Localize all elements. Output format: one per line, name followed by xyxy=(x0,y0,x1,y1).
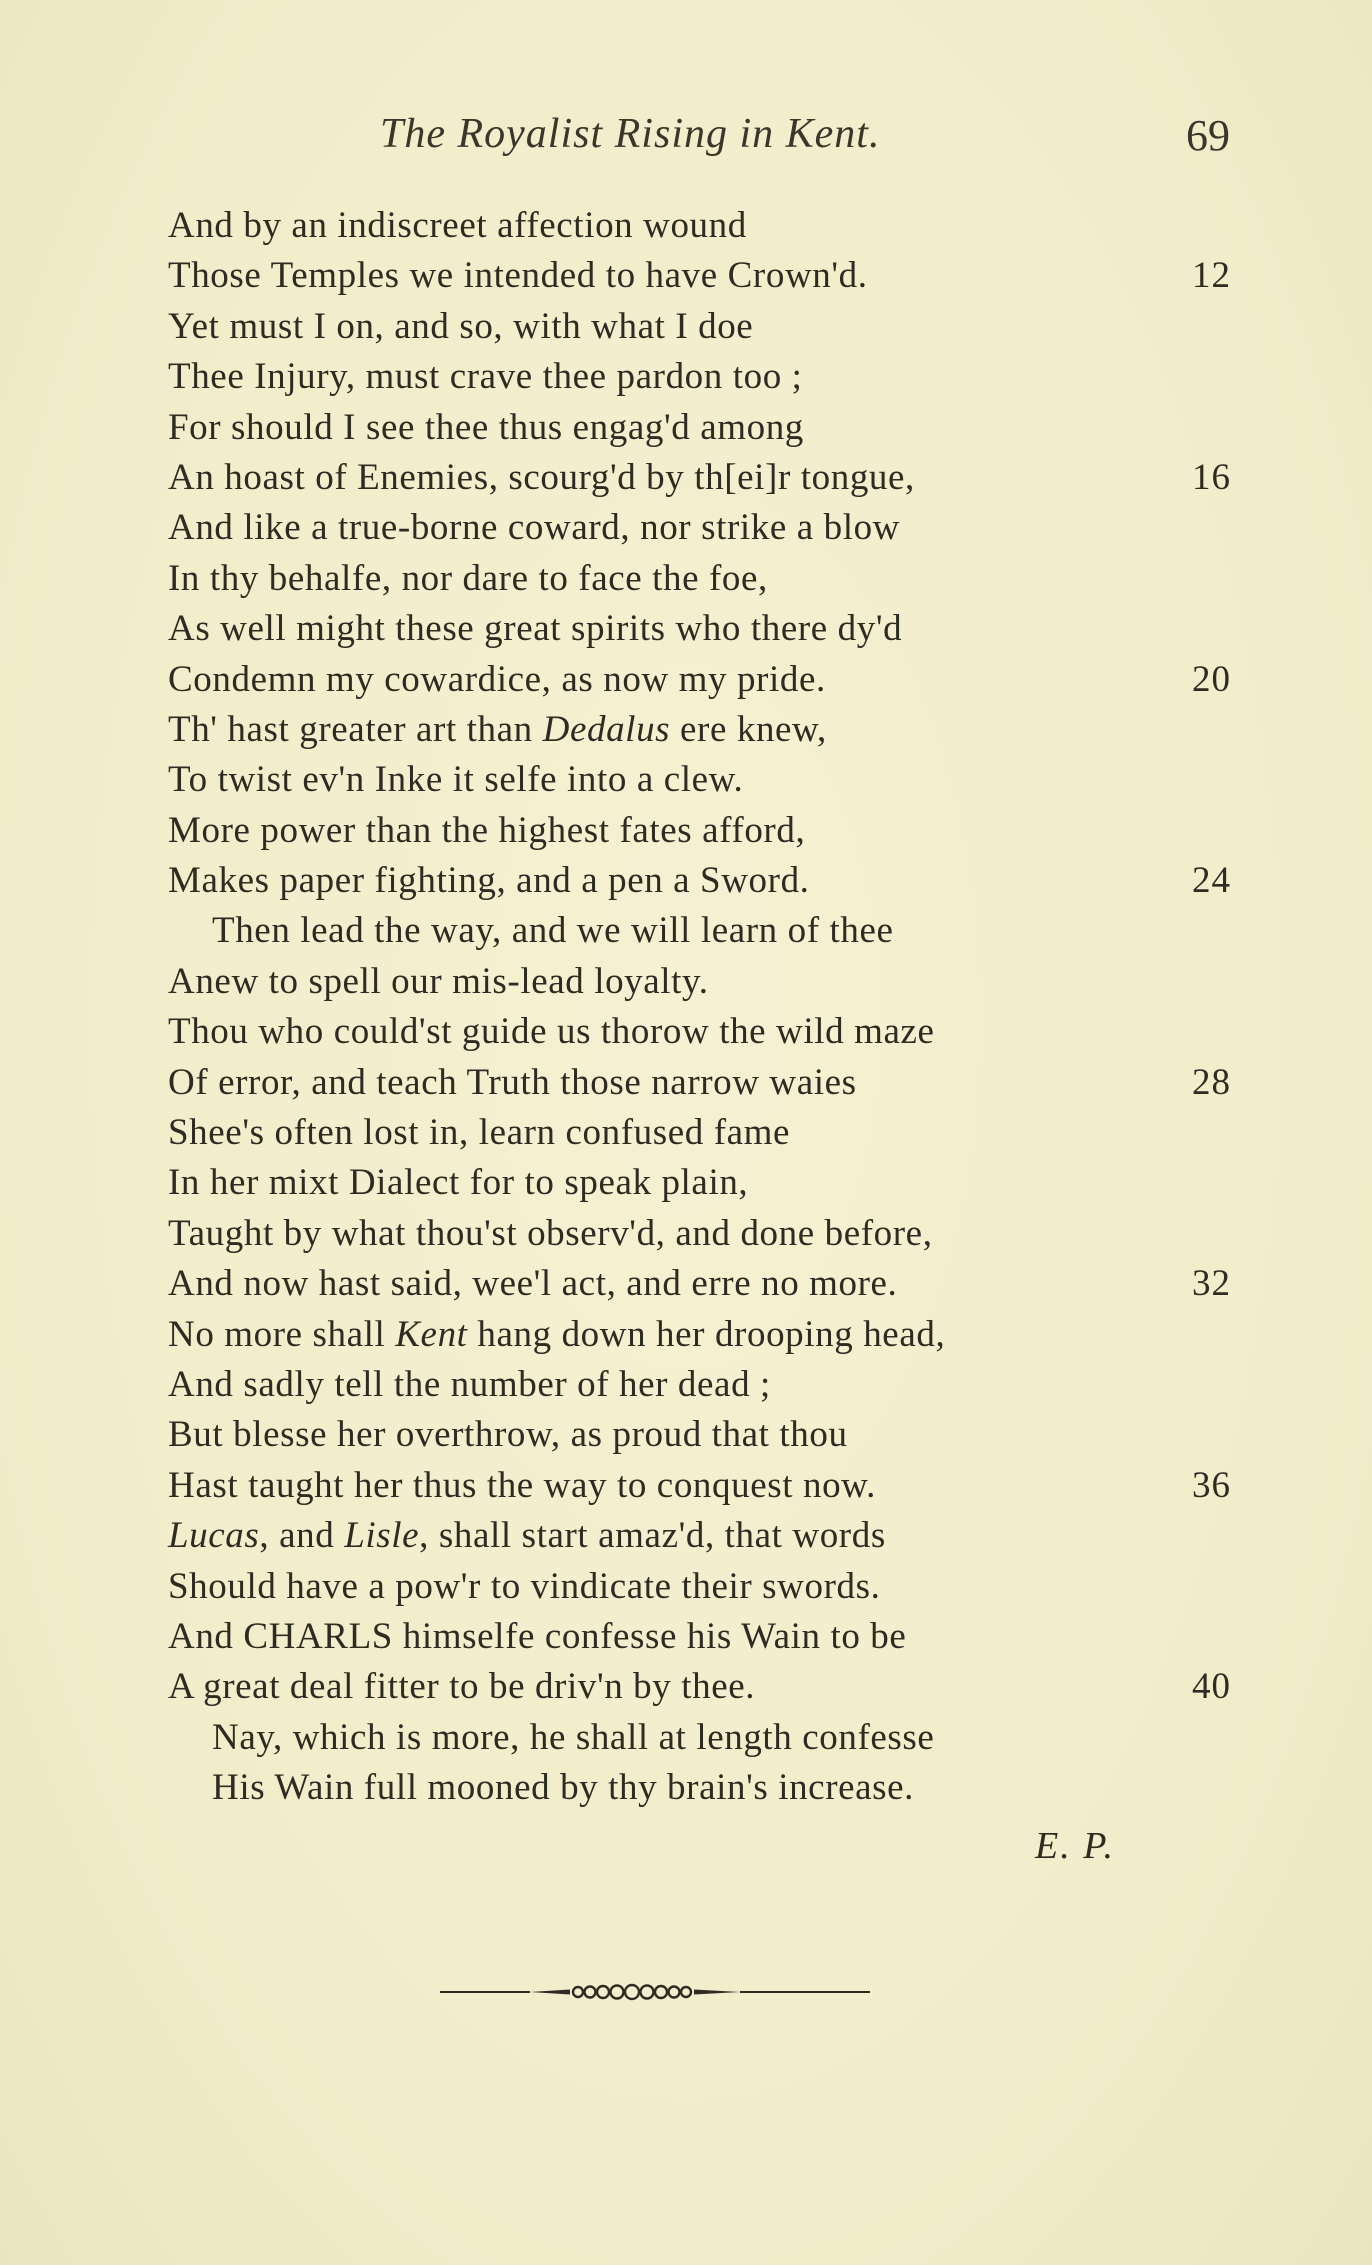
poem-line-text: Makes paper fighting, and a pen a Sword. xyxy=(168,860,810,902)
line-number: 20 xyxy=(1192,658,1231,700)
poem-line xyxy=(0,352,1372,402)
poem-line xyxy=(0,806,1372,856)
poem-line xyxy=(0,655,1372,705)
poem-line xyxy=(0,1259,1372,1309)
poem-line-text: Anew to spell our mis-lead loyalty. xyxy=(168,960,709,1002)
poem-line-text: Thou who could'st guide us thorow the wild maze xyxy=(168,1011,935,1053)
poem-line xyxy=(0,1310,1372,1360)
poem-line xyxy=(0,1662,1372,1712)
page-number: 69 xyxy=(1186,111,1230,160)
poem-line-text: No more shall Kent hang down her drooping head, xyxy=(168,1313,946,1355)
poem-line xyxy=(0,906,1372,956)
poem-line-text: In thy behalfe, nor dare to face the foe, xyxy=(168,557,768,599)
poem-line xyxy=(0,1612,1372,1662)
line-number: 32 xyxy=(1192,1263,1231,1305)
line-number: 28 xyxy=(1192,1061,1231,1103)
poem-line xyxy=(0,302,1372,352)
poem-line-text: A great deal fitter to be driv'n by thee. xyxy=(168,1666,756,1708)
poem-line-text: Those Temples we intended to have Crown'd. xyxy=(168,255,868,297)
poem-line-text: As well might these great spirits who there dy'd xyxy=(168,608,903,650)
poem-line xyxy=(0,705,1372,755)
poem-line-text: And sadly tell the number of her dead ; xyxy=(168,1363,771,1405)
running-title: The Royalist Rising in Kent. xyxy=(380,111,881,157)
poem-line xyxy=(0,1461,1372,1511)
poem-line-text: Th' hast greater art than Dedalus ere knew, xyxy=(168,708,827,750)
poem-line xyxy=(0,1713,1372,1763)
poem-line-text: Then lead the way, and we will learn of thee xyxy=(212,910,894,952)
poem-line-text: And like a true-borne coward, nor strike a blow xyxy=(168,507,900,549)
poem-line-text: Should have a pow'r to vindicate their swords. xyxy=(168,1565,881,1607)
poem-line xyxy=(0,604,1372,654)
poem-line xyxy=(0,201,1372,251)
poem-line xyxy=(0,957,1372,1007)
tailpiece-ornament xyxy=(440,1982,870,2002)
poem-line-text: To twist ev'n Inke it selfe into a clew. xyxy=(168,759,744,801)
poem-line-text: For should I see thee thus engag'd among xyxy=(168,406,804,448)
poem-line xyxy=(0,1562,1372,1612)
poem-line-text: His Wain full mooned by thy brain's increase. xyxy=(212,1767,915,1809)
poem-line-text: Hast taught her thus the way to conquest now. xyxy=(168,1464,876,1506)
author-signature: E. P. xyxy=(1035,1825,1116,1867)
poem-line-text: But blesse her overthrow, as proud that thou xyxy=(168,1414,848,1456)
poem-line-text: Nay, which is more, he shall at length confesse xyxy=(212,1716,935,1758)
line-number: 16 xyxy=(1192,456,1231,498)
line-number: 40 xyxy=(1192,1666,1231,1708)
poem-line xyxy=(0,1007,1372,1057)
poem-line xyxy=(0,1763,1372,1813)
poem-line xyxy=(0,1360,1372,1410)
poem-line xyxy=(0,1058,1372,1108)
poem xyxy=(0,201,1372,1814)
poem-line-text: Taught by what thou'st observ'd, and done before, xyxy=(168,1212,933,1254)
poem-line xyxy=(0,755,1372,805)
poem-line xyxy=(0,403,1372,453)
poem-line xyxy=(0,1108,1372,1158)
poem-line xyxy=(0,503,1372,553)
poem-line-text: And now hast said, wee'l act, and erre no more. xyxy=(168,1263,898,1305)
poem-line xyxy=(0,1158,1372,1208)
poem-line xyxy=(0,1410,1372,1460)
poem-line-text: And CHARLS himselfe confesse his Wain to be xyxy=(168,1615,907,1657)
poem-line-text: An hoast of Enemies, scourg'd by th[ei]r tongue, xyxy=(168,456,915,498)
poem-line xyxy=(0,251,1372,301)
poem-line xyxy=(0,1209,1372,1259)
poem-line xyxy=(0,1511,1372,1561)
poem-line-text: Shee's often lost in, learn confused fame xyxy=(168,1112,791,1154)
poem-line-text: Thee Injury, must crave thee pardon too ; xyxy=(168,356,803,398)
line-number: 36 xyxy=(1192,1464,1231,1506)
poem-line-text: Of error, and teach Truth those narrow waies xyxy=(168,1061,857,1103)
poem-line-text: Condemn my cowardice, as now my pride. xyxy=(168,658,826,700)
line-number: 12 xyxy=(1192,255,1231,297)
poem-line xyxy=(0,453,1372,503)
poem-line-text: Yet must I on, and so, with what I doe xyxy=(168,305,754,347)
poem-line-text: More power than the highest fates afford, xyxy=(168,809,806,851)
poem-line xyxy=(0,554,1372,604)
line-number: 24 xyxy=(1192,860,1231,902)
poem-line-text: In her mixt Dialect for to speak plain, xyxy=(168,1162,749,1204)
poem-line-text: And by an indiscreet affection wound xyxy=(168,205,747,246)
poem-line-text: Lucas, and Lisle, shall start amaz'd, that words xyxy=(168,1515,886,1557)
poem-line xyxy=(0,856,1372,906)
